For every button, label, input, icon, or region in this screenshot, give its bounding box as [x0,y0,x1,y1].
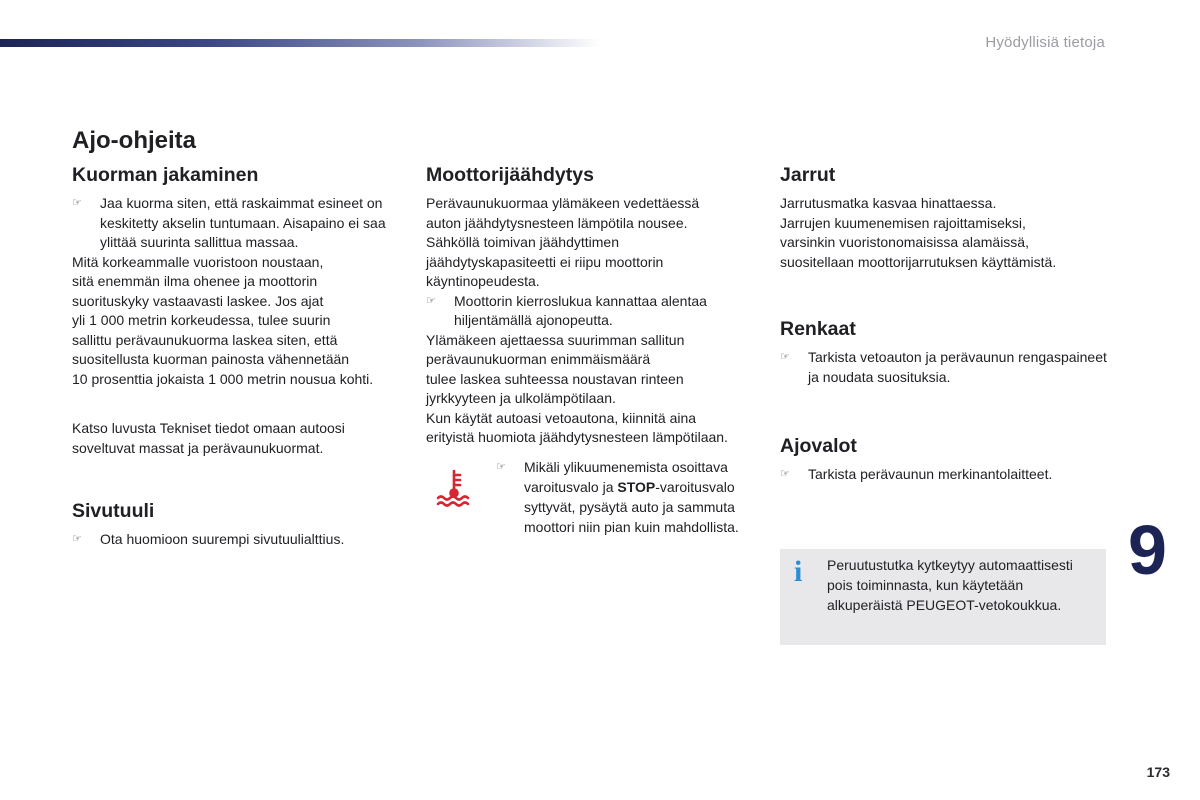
info-icon: i [794,555,803,588]
heading-lights: Ajovalot [780,435,857,457]
paragraph-uphill: Ylämäkeen ajettaessa suurimman sallitun perävaunukuorman enimmäismäärä tulee laskea suhteessa noustavan rinteen jyrkkyyteen ja ulkolämpötilaan. Kun käytät autoasi vetoautona, kiinnitä aina erityistä huomiota jäähdytysnesteen lämpötilaan. [426,331,728,445]
bullet-engine-rpm: ☞ Moottorin kierroslukua kannattaa alentaa hiljentämällä ajonopeutta. [426,292,756,331]
page-title: Ajo-ohjeita [72,127,196,154]
paragraph-brakes: Jarrutusmatka kasvaa hinattaessa. Jarrujen kuumenemisen rajoittamiseksi, varsinkin vuoristonomaisissa alamäissä, suositellaan moottorijarrutuksen käyttämistä. [780,195,1057,270]
info-text: Peruutustutka kytkeytyy automaattisesti pois toiminnasta, kun käytetään alkuperäistä PEUGEOT-vetokoukkua. [827,557,1073,613]
header-accent-bar [0,39,600,47]
bullet-tyres: ☞ Tarkista vetoauton ja perävaunun rengaspaineet ja noudata suosituksia. [780,348,1110,387]
bullet-load-distribution: ☞ Jaa kuorma siten, että raskaimmat esineet on keskitetty akselin tuntumaan. Aisapaino ei saa ylittää suurinta sallittua massaa. [72,194,402,253]
bullet-lights: ☞ Tarkista perävaunun merkinantolaitteet. [780,465,1110,485]
heading-engine-cooling: Moottorijäähdytys [426,164,594,186]
column-left [72,164,402,550]
bullet-crosswind: ☞ Ota huomioon suurempi sivutuulialttius. [72,530,402,550]
chapter-number: 9 [1128,511,1167,589]
column-right [780,164,1110,485]
running-header: Hyödyllisiä tietoja [985,34,1105,51]
heading-crosswind: Sivutuuli [72,500,155,522]
page-number: 173 [1146,764,1170,780]
paragraph-altitude: Mitä korkeammalle vuoristoon noustaan, sitä enemmän ilma ohenee ja moottorin suorituskyky vastaavasti laskee. Jos ajat yli 1 000 metrin korkeudessa, tulee suurin sallittu perävaunukuorma laskea siten, että suositellusta kuorman painosta vähennetään 10 prosenttia jokaista 1 000 metrin nousua kohti. [72,253,374,387]
warning-text: ☞ Mikäli ylikuumenemista osoittava varoitusvalo ja STOP-varoitusvalo syttyvät, pysäytä auto ja sammuta moottori niin pian kuin mahdollista. [496,457,774,537]
column-middle [426,164,756,448]
heading-brakes: Jarrut [780,164,836,186]
paragraph-see-technical-data: Katso luvusta Tekniset tiedot omaan autoosi soveltuvat massat ja perävaunukuormat. [72,420,345,456]
heading-tyres: Renkaat [780,318,856,340]
info-box-parking-sensors [780,549,1106,645]
coolant-temperature-icon [434,467,474,507]
paragraph-cooling-intro: Perävaunukuormaa ylämäkeen vedettäessä auton jäähdytysnesteen lämpötila nousee. Sähköllä toimivan jäähdyttimen jäähdytyskapasiteetti ei riipu moottorin käyntinopeudesta. [426,195,700,289]
heading-load-distribution: Kuorman jakaminen [72,164,259,186]
